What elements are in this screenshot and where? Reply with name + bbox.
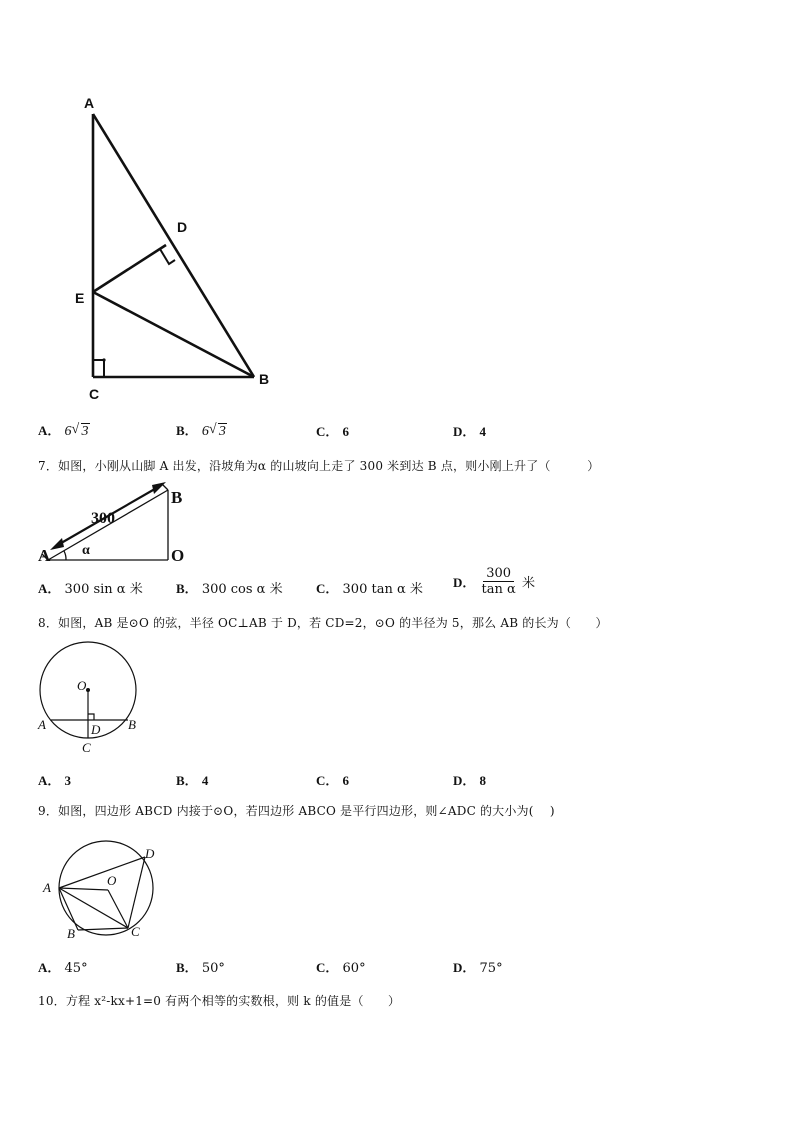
q7-label-a: A	[38, 546, 51, 565]
q7-label-alpha: α	[82, 543, 90, 558]
q7-option-c[interactable]: C． 300 tan α 米	[316, 581, 423, 597]
q9-option-d[interactable]: D． 75°	[453, 960, 503, 976]
q7-label-o: O	[171, 546, 185, 565]
q9-label-a: A	[43, 880, 51, 895]
segment-bc	[78, 928, 128, 930]
q6-option-a-value: 6 √ 3	[64, 422, 89, 439]
q7-option-a[interactable]: A． 300 sin α 米	[38, 581, 143, 597]
q8-label-b: B	[128, 717, 136, 732]
q9-option-a[interactable]: A． 45°	[38, 960, 88, 976]
q9-label-o: O	[107, 873, 117, 888]
q7-label-b: B	[171, 488, 183, 507]
q6-option-d[interactable]: D． 4	[453, 424, 487, 439]
segment-eb	[93, 292, 254, 377]
q8-option-a[interactable]: A． 3	[38, 773, 72, 788]
segment-ad	[59, 857, 145, 888]
q8-label-a: A	[38, 717, 46, 732]
q9-option-b[interactable]: B． 50°	[176, 960, 225, 976]
point-label-a: A	[84, 95, 95, 111]
q8-option-d[interactable]: D． 8	[453, 773, 487, 788]
point-label-b: B	[259, 371, 270, 387]
q10-stem: 10．方程 x²-kx+1=0 有两个相等的实数根，则 k 的值是（ ）	[38, 994, 401, 1008]
q8-option-c[interactable]: C． 6	[316, 773, 350, 788]
q8-label-d: D	[91, 722, 101, 737]
point-label-e: E	[75, 290, 85, 306]
point-label-d: D	[177, 219, 188, 235]
q6-option-b[interactable]: B． 6 √ 3	[176, 422, 226, 439]
q6-option-c[interactable]: C． 6	[316, 424, 350, 439]
q6-option-a[interactable]: A． 6 √ 3	[38, 422, 89, 439]
q7-label-length: 300	[91, 510, 115, 527]
q7-stem: 7．如图，小刚从山脚 A 出发，沿坡角为α 的山坡向上走了 300 米到达 B 点，则小刚上升了（ ）	[38, 459, 600, 473]
segment-ab	[59, 888, 78, 930]
right-angle-mark-d	[88, 714, 94, 720]
figure-q6-triangle	[60, 90, 290, 410]
q9-label-c: C	[131, 924, 140, 939]
q8-option-b[interactable]: B． 4	[176, 773, 209, 788]
q9-label-b: B	[67, 926, 75, 941]
q7-option-d[interactable]: D． $\frac{300}{\text{tan α}}$ 米	[453, 566, 535, 597]
q7-option-b[interactable]: B． 300 cos α 米	[176, 581, 283, 597]
q9-stem: 9．如图，四边形 ABCD 内接于⊙O，若四边形 ABCO 是平行四边形，则∠ADC 的大小为( )	[38, 804, 555, 818]
point-label-c: C	[89, 386, 100, 402]
segment-ao	[59, 888, 108, 890]
q8-stem: 8．如图，AB 是⊙O 的弦，半径 OC⊥AB 于 D，若 CD=2，⊙O 的半径为 5，那么 AB 的长为（ ）	[38, 616, 608, 630]
right-angle-mark-c	[93, 360, 104, 377]
q9-label-d: D	[145, 846, 155, 861]
segment-ab	[93, 114, 254, 377]
q9-option-c[interactable]: C． 60°	[316, 960, 366, 976]
q8-label-c: C	[82, 740, 91, 755]
q8-label-o: O	[77, 678, 87, 693]
q6-option-b-value: 6 √ 3	[201, 422, 226, 439]
q7-option-d-fraction: $\frac{300}{\text{tan α}}$	[481, 566, 516, 597]
segment-ed	[93, 245, 166, 292]
right-angle-mark-d	[160, 249, 175, 264]
